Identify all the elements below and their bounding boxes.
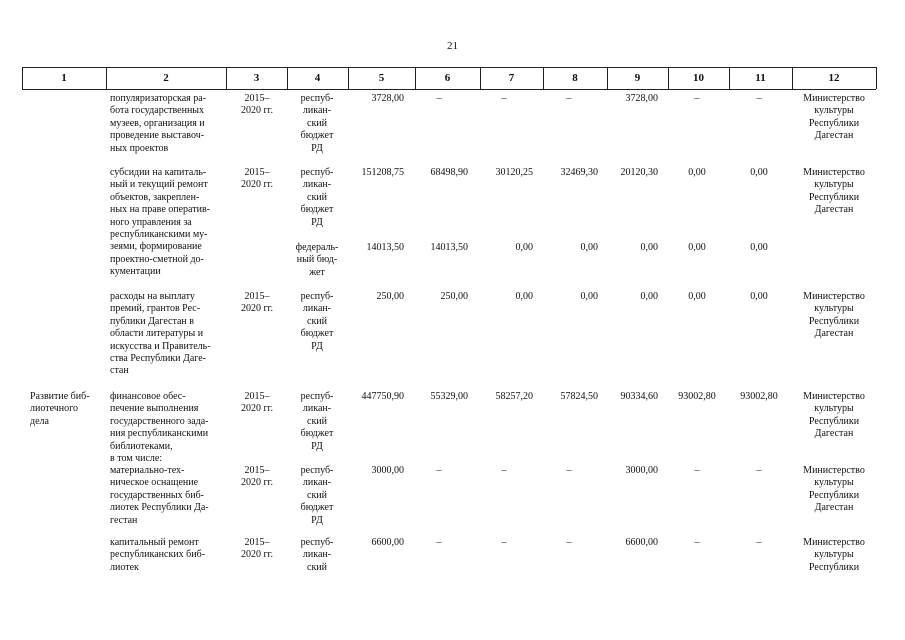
term-cell: 2015– 2020 гг. (240, 167, 274, 191)
executor: Министерство культуры Республики Дагестан (803, 465, 865, 514)
header-divider (876, 67, 877, 89)
value-2020: 0,00 (750, 167, 768, 178)
value-2015: 14013,50 (430, 242, 468, 253)
value-2018: 3000,00 (625, 465, 658, 476)
value-2020: 0,00 (750, 291, 768, 302)
funding-source: респуб- ликан- ский бюджет РД (300, 93, 334, 154)
executor: Министерство культуры Республики Дагестан (803, 167, 865, 216)
value-2017: 32469,30 (560, 167, 598, 178)
value-2020: 0,00 (750, 242, 768, 253)
column-header-2: 2 (163, 72, 169, 84)
table-top-rule (22, 67, 876, 68)
column-header-11: 11 (755, 72, 766, 84)
value-2019: – (694, 93, 700, 104)
term-cell: 2015– 2020 гг. (240, 291, 274, 315)
value-2015: – (436, 93, 442, 104)
term-cell: 2015– 2020 гг. (240, 465, 274, 489)
column-header-7: 7 (508, 72, 515, 84)
value-2019: 0,00 (688, 291, 706, 302)
value-2015: – (436, 465, 442, 476)
page-number: 21 (447, 40, 458, 52)
value-2019: – (694, 465, 700, 476)
direction-name: Развитие биб- лиотечного дела (30, 391, 90, 427)
column-header-8: 8 (572, 72, 578, 84)
term-cell: 2015– 2020 гг. (240, 93, 274, 117)
value-2017: – (566, 93, 572, 104)
value-2017: – (566, 537, 572, 548)
funding-source: респуб- ликан- ский бюджет РД (300, 465, 334, 526)
column-header-9: 9 (634, 72, 641, 84)
activity-name: финансовое обес- печение выполнения государственного зада- ния республиканскими библиотеками, в том числе: (110, 391, 209, 465)
funding-source: респуб- ликан- ский бюджет РД (300, 391, 334, 452)
activity-name: расходы на выплату премий, грантов Рес- публики Дагестан в области литературы и искусства и Правитель- ства Республики Даге- стан (110, 291, 211, 377)
executor: Министерство культуры Республики Дагестан (803, 391, 865, 440)
term-cell: 2015– 2020 гг. (240, 391, 274, 415)
total-value: 3728,00 (371, 93, 404, 104)
activity-name: материально-тех- ническое оснащение государственных биб- лиотек Республики Да- гестан (110, 465, 209, 526)
value-2016: – (501, 93, 507, 104)
value-2018: 3728,00 (625, 93, 658, 104)
value-2020: – (756, 537, 762, 548)
value-2016: 30120,25 (495, 167, 533, 178)
funding-source: федераль- ный бюд- жет (295, 242, 339, 278)
value-2020: – (756, 93, 762, 104)
executor: Министерство культуры Республики Дагестан (803, 93, 865, 142)
total-value: 250,00 (376, 291, 404, 302)
value-2017: – (566, 465, 572, 476)
total-value: 6600,00 (371, 537, 404, 548)
header-bottom-rule (22, 89, 876, 90)
value-2020: 93002,80 (740, 391, 778, 402)
value-2019: 93002,80 (678, 391, 716, 402)
value-2018: 6600,00 (625, 537, 658, 548)
term-cell: 2015– 2020 гг. (240, 537, 274, 561)
value-2018: 20120,30 (620, 167, 658, 178)
value-2015: 250,00 (440, 291, 468, 302)
total-value: 14013,50 (366, 242, 404, 253)
total-value: 151208,75 (361, 167, 404, 178)
value-2017: 57824,50 (560, 391, 598, 402)
value-2018: 0,00 (640, 291, 658, 302)
value-2018: 90334,60 (620, 391, 658, 402)
value-2015: 68498,90 (430, 167, 468, 178)
value-2016: – (501, 537, 507, 548)
column-header-3: 3 (253, 72, 260, 84)
value-2019: – (694, 537, 700, 548)
column-header-12: 12 (828, 72, 840, 84)
value-2015: – (436, 537, 442, 548)
value-2016: 0,00 (515, 242, 533, 253)
value-2019: 0,00 (688, 167, 706, 178)
column-header-10: 10 (693, 72, 704, 84)
column-header-5: 5 (378, 72, 385, 84)
activity-name: популяризаторская ра- бота государственных музеев, организация и проведение выставоч- ных проектов (110, 93, 207, 154)
column-header-4: 4 (314, 72, 321, 84)
value-2015: 55329,00 (430, 391, 468, 402)
funding-source: респуб- ликан- ский бюджет РД (300, 167, 334, 228)
value-2016: 58257,20 (495, 391, 533, 402)
value-2016: – (501, 465, 507, 476)
funding-source: респуб- ликан- ский бюджет РД (300, 291, 334, 352)
value-2016: 0,00 (515, 291, 533, 302)
value-2019: 0,00 (688, 242, 706, 253)
activity-name: капитальный ремонт республиканских биб- лиотек (110, 537, 206, 573)
column-header-6: 6 (444, 72, 451, 84)
executor: Министерство культуры Республики (803, 537, 865, 573)
executor: Министерство культуры Республики Дагестан (803, 291, 865, 340)
value-2018: 0,00 (640, 242, 658, 253)
activity-name: субсидии на капиталь- ный и текущий ремонт объектов, закреплен- ных на праве оператив- ного управления за республиканскими му- зеями, формирование проектно-сметной до- кументации (110, 167, 210, 278)
total-value: 3000,00 (371, 465, 404, 476)
funding-source: респуб- ликан- ский (300, 537, 334, 573)
value-2020: – (756, 465, 762, 476)
value-2017: 0,00 (580, 291, 598, 302)
column-header-1: 1 (61, 72, 67, 84)
total-value: 447750,90 (361, 391, 404, 402)
value-2017: 0,00 (580, 242, 598, 253)
